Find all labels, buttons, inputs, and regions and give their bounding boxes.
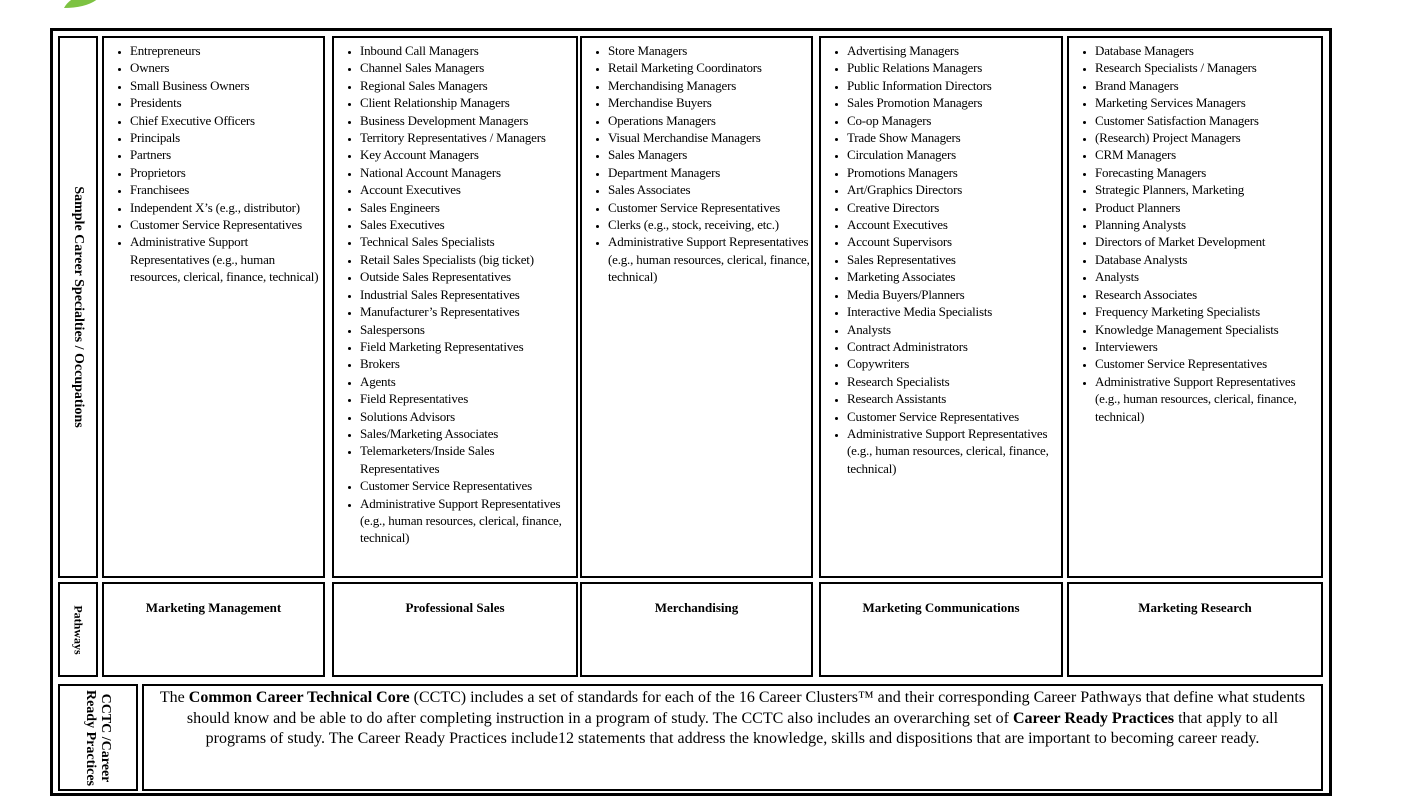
cctc-text-part: (CCTC) includes a set of standards for each of the 16 Career Clusters™ and their corresponding Career Pathways that define what students should know and be able to do after completing instruction in a program of study. The CCTC also includes an overarching set of bbox=[186, 689, 1306, 727]
occupation-item: • Circulation Managers bbox=[847, 146, 1061, 163]
occupation-item: • Contract Administrators bbox=[847, 338, 1061, 355]
occupation-item: • Sales Executives bbox=[360, 216, 576, 233]
occupation-item: • Account Supervisors bbox=[847, 233, 1061, 250]
occupation-item: • Merchandise Buyers bbox=[608, 94, 811, 111]
occupations-label-text: Sample Career Specialties / Occupations bbox=[71, 186, 86, 428]
occupations-cell-marketing-communications bbox=[819, 36, 1063, 578]
pathway-cell-4 bbox=[819, 582, 1063, 677]
occupation-item: • Administrative Support Representatives (e.g., human resources, clerical, finance, technical) bbox=[847, 425, 1061, 477]
cctc-text-part: The bbox=[159, 689, 189, 706]
occupation-item: • Business Development Managers bbox=[360, 112, 576, 129]
occupations-list bbox=[821, 42, 1061, 477]
occupation-item: • Analysts bbox=[847, 321, 1061, 338]
occupation-item: • Sales Representatives bbox=[847, 251, 1061, 268]
occupation-item: • Store Managers bbox=[608, 42, 811, 59]
pathway-title: Professional Sales bbox=[405, 600, 505, 615]
occupation-item: • CRM Managers bbox=[1095, 146, 1321, 163]
occupation-item: • Key Account Managers bbox=[360, 146, 576, 163]
occupation-item: • Administrative Support Representatives (e.g., human resources, clerical, finance, technical) bbox=[608, 233, 811, 285]
occupations-list bbox=[582, 42, 811, 286]
occupations-cell-professional-sales bbox=[332, 36, 578, 578]
occupation-item: • Regional Sales Managers bbox=[360, 77, 576, 94]
occupation-item: • Account Executives bbox=[360, 181, 576, 198]
pathway-cell-3 bbox=[580, 582, 813, 677]
occupation-item: • Agents bbox=[360, 373, 576, 390]
cctc-bold-term: Career Ready Practices bbox=[1012, 709, 1175, 727]
pathways-label-text: Pathways bbox=[71, 604, 86, 655]
occupation-item: • (Research) Project Managers bbox=[1095, 129, 1321, 146]
occupation-item: • Administrative Support Representatives (e.g., human resources, clerical, finance, technical) bbox=[130, 233, 323, 285]
occupation-item: • Copywriters bbox=[847, 355, 1061, 372]
occupation-item: • Outside Sales Representatives bbox=[360, 268, 576, 285]
occupation-item: • Chief Executive Officers bbox=[130, 112, 323, 129]
occupation-item: • Promotions Managers bbox=[847, 164, 1061, 181]
occupation-item: • Public Relations Managers bbox=[847, 59, 1061, 76]
occupation-item: • Research Assistants bbox=[847, 390, 1061, 407]
occupation-item: • Trade Show Managers bbox=[847, 129, 1061, 146]
occupation-item: • Research Specialists bbox=[847, 373, 1061, 390]
pathway-cell-1 bbox=[102, 582, 325, 677]
occupation-item: • Marketing Associates bbox=[847, 268, 1061, 285]
occupations-list bbox=[104, 42, 323, 286]
occupation-item: • Interviewers bbox=[1095, 338, 1321, 355]
occupation-item: • Industrial Sales Representatives bbox=[360, 286, 576, 303]
occupation-item: • Territory Representatives / Managers bbox=[360, 129, 576, 146]
pathway-title: Marketing Management bbox=[145, 600, 282, 615]
occupation-item: • Frequency Marketing Specialists bbox=[1095, 303, 1321, 320]
pathway-table bbox=[50, 28, 1332, 796]
occupation-item: • Customer Service Representatives bbox=[360, 477, 576, 494]
occupation-item: • Administrative Support Representatives (e.g., human resources, clerical, finance, technical) bbox=[1095, 373, 1321, 425]
occupation-item: • Sales Engineers bbox=[360, 199, 576, 216]
occupation-item: • Visual Merchandise Managers bbox=[608, 129, 811, 146]
occupation-item: • Research Associates bbox=[1095, 286, 1321, 303]
occupation-item: • Client Relationship Managers bbox=[360, 94, 576, 111]
occupation-item: • Brand Managers bbox=[1095, 77, 1321, 94]
occupation-item: • Sales Managers bbox=[608, 146, 811, 163]
occupation-item: • Art/Graphics Directors bbox=[847, 181, 1061, 198]
occupation-item: • Advertising Managers bbox=[847, 42, 1061, 59]
occupation-item: • Clerks (e.g., stock, receiving, etc.) bbox=[608, 216, 811, 233]
occupation-item: • Knowledge Management Specialists bbox=[1095, 321, 1321, 338]
cctc-text-part: that apply to all programs of study. The Career Ready Practices include12 statements that address the knowledge, skills and dispositions that are important to becoming career ready. bbox=[205, 709, 1279, 747]
occupation-item: • Customer Service Representatives bbox=[1095, 355, 1321, 372]
cctc-label-text: CCTC /Career Ready Practices bbox=[83, 689, 113, 786]
occupation-item: • Independent X’s (e.g., distributor) bbox=[130, 199, 323, 216]
occupation-item: • Salespersons bbox=[360, 321, 576, 338]
occupation-item: • Sales/Marketing Associates bbox=[360, 425, 576, 442]
occupations-row bbox=[53, 36, 1329, 578]
cctc-row-label bbox=[58, 684, 138, 791]
occupation-item: • Co-op Managers bbox=[847, 112, 1061, 129]
pathway-cell-5 bbox=[1067, 582, 1323, 677]
occupation-item: • Strategic Planners, Marketing bbox=[1095, 181, 1321, 198]
occupation-item: • Field Marketing Representatives bbox=[360, 338, 576, 355]
cctc-bold-term: Common Career Technical Core bbox=[188, 689, 410, 706]
occupation-item: • Database Analysts bbox=[1095, 251, 1321, 268]
occupation-item: • Customer Satisfaction Managers bbox=[1095, 112, 1321, 129]
occupation-item: • Field Representatives bbox=[360, 390, 576, 407]
cctc-row bbox=[53, 684, 1329, 791]
occupations-list bbox=[1069, 42, 1321, 425]
occupation-item: • Creative Directors bbox=[847, 199, 1061, 216]
occupation-item: • Technical Sales Specialists bbox=[360, 233, 576, 250]
occupation-item: • Owners bbox=[130, 59, 323, 76]
occupation-item: • Channel Sales Managers bbox=[360, 59, 576, 76]
occupation-item: • Media Buyers/Planners bbox=[847, 286, 1061, 303]
occupation-item: • Department Managers bbox=[608, 164, 811, 181]
occupation-item: • Analysts bbox=[1095, 268, 1321, 285]
occupation-item: • Product Planners bbox=[1095, 199, 1321, 216]
pathways-row bbox=[53, 582, 1329, 677]
occupation-item: • Inbound Call Managers bbox=[360, 42, 576, 59]
occupation-item: • Operations Managers bbox=[608, 112, 811, 129]
pathways-row-label bbox=[58, 582, 98, 677]
occupation-item: • Customer Service Representatives bbox=[847, 408, 1061, 425]
occupation-item: • Presidents bbox=[130, 94, 323, 111]
occupation-item: • Public Information Directors bbox=[847, 77, 1061, 94]
occupation-item: • Research Specialists / Managers bbox=[1095, 59, 1321, 76]
occupations-row-label bbox=[58, 36, 98, 578]
occupations-cell-merchandising bbox=[580, 36, 813, 578]
pathway-title: Marketing Research bbox=[1138, 600, 1252, 615]
occupation-item: • Database Managers bbox=[1095, 42, 1321, 59]
occupation-item: • Customer Service Representatives bbox=[608, 199, 811, 216]
occupation-item: • Partners bbox=[130, 146, 323, 163]
occupation-item: • Sales Associates bbox=[608, 181, 811, 198]
occupation-item: • Entrepreneurs bbox=[130, 42, 323, 59]
occupation-item: • Directors of Market Development bbox=[1095, 233, 1321, 250]
occupation-item: • Retail Sales Specialists (big ticket) bbox=[360, 251, 576, 268]
occupations-cell-marketing-research bbox=[1067, 36, 1323, 578]
cctc-description bbox=[142, 684, 1323, 791]
occupation-item: • Administrative Support Representatives (e.g., human resources, clerical, finance, technical) bbox=[360, 495, 576, 547]
occupation-item: • Telemarketers/Inside Sales Representatives bbox=[360, 442, 576, 477]
occupation-item: • Manufacturer’s Representatives bbox=[360, 303, 576, 320]
occupation-item: • Brokers bbox=[360, 355, 576, 372]
occupation-item: • Retail Marketing Coordinators bbox=[608, 59, 811, 76]
logo-leaf-icon bbox=[60, 0, 104, 8]
occupation-item: • Proprietors bbox=[130, 164, 323, 181]
occupation-item: • Customer Service Representatives bbox=[130, 216, 323, 233]
occupation-item: • Forecasting Managers bbox=[1095, 164, 1321, 181]
occupation-item: • National Account Managers bbox=[360, 164, 576, 181]
pathway-cell-2 bbox=[332, 582, 578, 677]
occupations-list bbox=[334, 42, 576, 547]
occupations-cell-marketing-management bbox=[102, 36, 325, 578]
occupation-item: • Principals bbox=[130, 129, 323, 146]
pathway-title: Merchandising bbox=[654, 600, 739, 615]
occupation-item: • Small Business Owners bbox=[130, 77, 323, 94]
occupation-item: • Solutions Advisors bbox=[360, 408, 576, 425]
occupation-item: • Merchandising Managers bbox=[608, 77, 811, 94]
occupation-item: • Account Executives bbox=[847, 216, 1061, 233]
pathway-title: Marketing Communications bbox=[862, 600, 1020, 615]
occupation-item: • Marketing Services Managers bbox=[1095, 94, 1321, 111]
occupation-item: • Planning Analysts bbox=[1095, 216, 1321, 233]
occupation-item: • Sales Promotion Managers bbox=[847, 94, 1061, 111]
occupation-item: • Franchisees bbox=[130, 181, 323, 198]
occupation-item: • Interactive Media Specialists bbox=[847, 303, 1061, 320]
